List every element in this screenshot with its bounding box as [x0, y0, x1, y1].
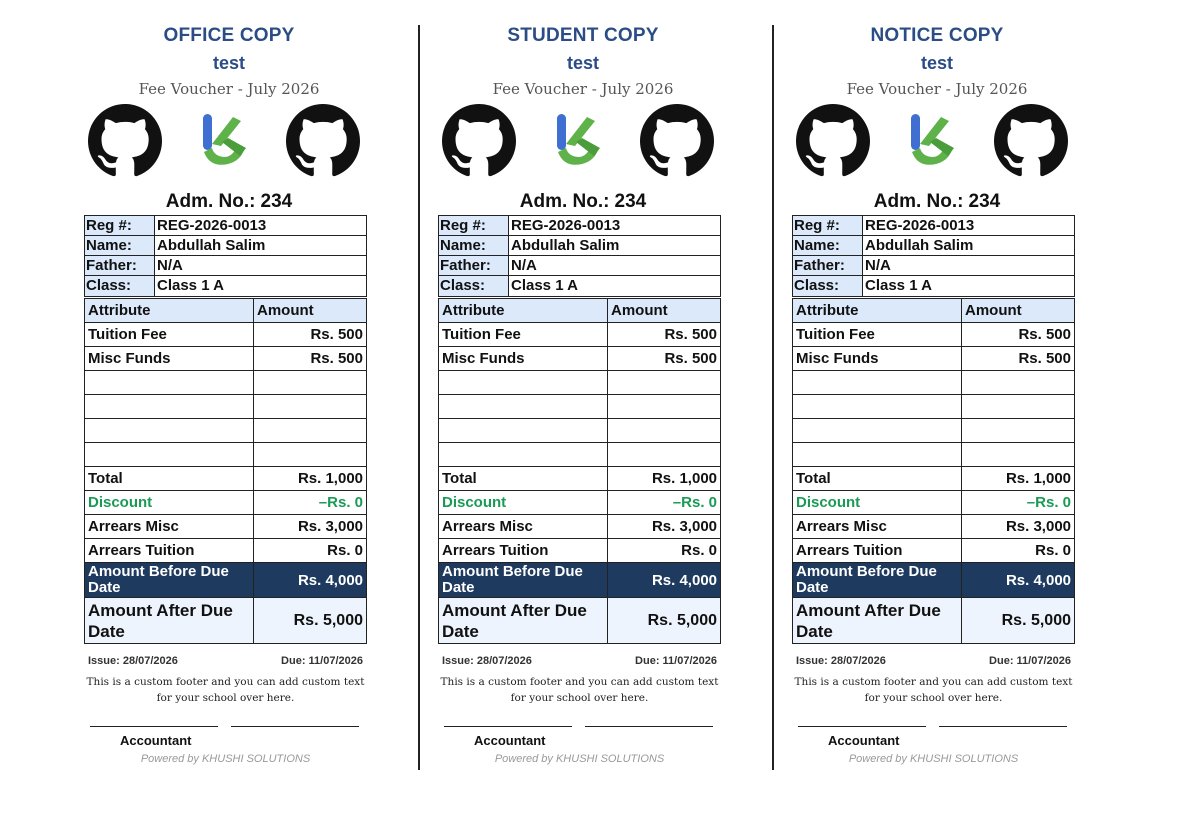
- name-label: Name:: [793, 236, 863, 255]
- arrears-misc-label: Arrears Misc: [439, 515, 608, 538]
- github-logo-icon: [88, 104, 162, 178]
- reg-value: REG-2026-0013: [157, 217, 267, 234]
- github-logo-icon: [286, 104, 360, 178]
- powered-by: Powered by KHUSHI SOLUTIONS: [140, 753, 311, 765]
- fee-row-empty: [793, 395, 1074, 419]
- arrears-misc-label: Arrears Misc: [85, 515, 254, 538]
- amount-before-due-row: [85, 563, 366, 598]
- admission-label: Adm. No.:: [519, 191, 610, 212]
- custom-footer-text: This is a custom footer and you can add custom text for your school over here.: [86, 676, 365, 704]
- fee-amount: [608, 371, 720, 394]
- fee-amount: Rs. 500: [664, 326, 717, 343]
- fee-table: [438, 298, 721, 644]
- amount-before-due-value: Rs. 4,000: [297, 571, 363, 589]
- fee-attribute: [85, 395, 254, 418]
- fee-table: [84, 298, 367, 644]
- fee-amount: [608, 395, 720, 418]
- copy-title: NOTICE COPY: [870, 25, 1004, 46]
- fee-attribute: Misc Funds: [793, 347, 962, 370]
- signature-line: [585, 726, 713, 727]
- arrears-tuition-row: [85, 539, 366, 563]
- admission-number: [84, 191, 374, 213]
- attribute-header: Attribute: [85, 299, 254, 322]
- admission-label: Adm. No.:: [165, 191, 256, 212]
- amount-before-due-row: [793, 563, 1074, 598]
- discount-value: –Rs. 0: [318, 494, 363, 511]
- amount-before-due-label: Amount Before Due Date: [793, 563, 962, 597]
- fee-row-empty: [439, 443, 720, 467]
- k-logo-icon: [554, 112, 604, 168]
- class-label: Class:: [85, 276, 155, 296]
- admission-label: Adm. No.:: [873, 191, 964, 212]
- class-row: [85, 276, 366, 296]
- father-label: Father:: [439, 256, 509, 275]
- reg-value: REG-2026-0013: [865, 217, 975, 234]
- fee-table-header: [793, 299, 1074, 323]
- fee-attribute: Tuition Fee: [793, 323, 962, 346]
- total-value: Rs. 1,000: [297, 470, 363, 487]
- school-name: test: [566, 53, 599, 73]
- discount-row: [793, 491, 1074, 515]
- voucher-title: Fee Voucher - July 2026: [138, 80, 320, 98]
- arrears-misc-value: Rs. 3,000: [297, 518, 363, 535]
- fee-table: [792, 298, 1075, 644]
- father-value: N/A: [865, 257, 891, 274]
- arrears-tuition-row: [439, 539, 720, 563]
- fee-attribute: [793, 395, 962, 418]
- fee-amount: [962, 371, 1074, 394]
- arrears-tuition-value: Rs. 0: [1035, 542, 1071, 559]
- class-value: Class 1 A: [865, 277, 932, 294]
- accountant-signature-label: Accountant: [474, 733, 546, 748]
- total-row: [85, 467, 366, 491]
- arrears-misc-row: [439, 515, 720, 539]
- fee-attribute: [439, 443, 608, 466]
- fee-amount: [254, 395, 366, 418]
- student-info-table: [792, 215, 1075, 297]
- arrears-tuition-label: Arrears Tuition: [85, 539, 254, 562]
- class-value: Class 1 A: [157, 277, 224, 294]
- student-info-table: [438, 215, 721, 297]
- fee-table-header: [85, 299, 366, 323]
- school-name: test: [212, 53, 245, 73]
- fee-attribute: [85, 443, 254, 466]
- amount-before-due-value: Rs. 4,000: [651, 571, 717, 589]
- fee-row-empty: [793, 443, 1074, 467]
- discount-row: [85, 491, 366, 515]
- fee-row: [439, 323, 720, 347]
- issue-date: Issue: 28/07/2026: [796, 655, 886, 667]
- fee-row-empty: [793, 419, 1074, 443]
- k-logo-icon: [200, 112, 250, 168]
- fee-amount: Rs. 500: [310, 350, 363, 367]
- fee-amount: Rs. 500: [664, 350, 717, 367]
- arrears-misc-row: [793, 515, 1074, 539]
- discount-value: –Rs. 0: [672, 494, 717, 511]
- fee-row-empty: [85, 419, 366, 443]
- total-value: Rs. 1,000: [651, 470, 717, 487]
- name-label: Name:: [85, 236, 155, 255]
- fee-attribute: Misc Funds: [85, 347, 254, 370]
- total-label: Total: [439, 467, 608, 490]
- arrears-tuition-label: Arrears Tuition: [793, 539, 962, 562]
- admission-value: 234: [968, 191, 1001, 212]
- issue-date: Issue: 28/07/2026: [88, 655, 178, 667]
- fee-row-empty: [439, 419, 720, 443]
- father-label: Father:: [793, 256, 863, 275]
- signature-line: [939, 726, 1067, 727]
- k-logo-icon: [908, 112, 958, 168]
- signature-line: [798, 726, 926, 727]
- github-logo-icon: [640, 104, 714, 178]
- fee-amount: [254, 419, 366, 442]
- discount-label: Discount: [793, 491, 962, 514]
- issue-date: Issue: 28/07/2026: [442, 655, 532, 667]
- discount-label: Discount: [439, 491, 608, 514]
- copy-title: STUDENT COPY: [507, 25, 659, 46]
- fee-attribute: [439, 371, 608, 394]
- fee-row: [439, 347, 720, 371]
- signature-line: [444, 726, 572, 727]
- reg-row: [793, 216, 1074, 236]
- class-label: Class:: [793, 276, 863, 296]
- father-value: N/A: [157, 257, 183, 274]
- due-date: Due: 11/07/2026: [635, 655, 717, 667]
- total-row: [793, 467, 1074, 491]
- voucher-dates: [796, 655, 1071, 667]
- admission-value: 234: [260, 191, 293, 212]
- name-label: Name:: [439, 236, 509, 255]
- arrears-misc-value: Rs. 3,000: [1005, 518, 1071, 535]
- fee-row: [85, 323, 366, 347]
- arrears-tuition-row: [793, 539, 1074, 563]
- fee-row: [85, 347, 366, 371]
- amount-after-due-row: [439, 598, 720, 643]
- amount-after-due-label: Amount After Due Date: [439, 598, 608, 643]
- fee-amount: [254, 371, 366, 394]
- fee-amount: Rs. 500: [1018, 350, 1071, 367]
- name-value: Abdullah Salim: [865, 237, 974, 254]
- discount-row: [439, 491, 720, 515]
- name-row: [793, 236, 1074, 256]
- amount-header: Amount: [965, 302, 1022, 319]
- github-logo-icon: [994, 104, 1068, 178]
- arrears-misc-row: [85, 515, 366, 539]
- discount-label: Discount: [85, 491, 254, 514]
- name-row: [85, 236, 366, 256]
- reg-label: Reg #:: [439, 216, 509, 235]
- custom-footer-text: This is a custom footer and you can add custom text for your school over here.: [440, 676, 719, 704]
- admission-value: 234: [614, 191, 647, 212]
- fee-amount: [962, 443, 1074, 466]
- voucher-title: Fee Voucher - July 2026: [846, 80, 1028, 98]
- fee-attribute: [793, 443, 962, 466]
- accountant-signature-label: Accountant: [120, 733, 192, 748]
- fee-attribute: [793, 419, 962, 442]
- fee-row-empty: [85, 395, 366, 419]
- amount-after-due-row: [85, 598, 366, 643]
- total-value: Rs. 1,000: [1005, 470, 1071, 487]
- powered-by: Powered by KHUSHI SOLUTIONS: [494, 753, 665, 765]
- amount-after-due-value: Rs. 5,000: [647, 611, 717, 629]
- amount-before-due-label: Amount Before Due Date: [85, 563, 254, 597]
- attribute-header: Attribute: [439, 299, 608, 322]
- copy-title: OFFICE COPY: [163, 25, 295, 46]
- school-name: test: [920, 53, 953, 73]
- custom-footer-text: This is a custom footer and you can add custom text for your school over here.: [794, 676, 1073, 704]
- amount-before-due-row: [439, 563, 720, 598]
- amount-after-due-label: Amount After Due Date: [793, 598, 962, 643]
- father-label: Father:: [85, 256, 155, 275]
- due-date: Due: 11/07/2026: [281, 655, 363, 667]
- due-date: Due: 11/07/2026: [989, 655, 1071, 667]
- voucher-title: Fee Voucher - July 2026: [492, 80, 674, 98]
- reg-label: Reg #:: [85, 216, 155, 235]
- name-value: Abdullah Salim: [511, 237, 620, 254]
- github-logo-icon: [442, 104, 516, 178]
- arrears-tuition-label: Arrears Tuition: [439, 539, 608, 562]
- fee-amount: [608, 419, 720, 442]
- total-label: Total: [793, 467, 962, 490]
- total-row: [439, 467, 720, 491]
- fee-row: [793, 323, 1074, 347]
- fee-amount: [608, 443, 720, 466]
- amount-before-due-value: Rs. 4,000: [1005, 571, 1071, 589]
- father-row: [793, 256, 1074, 276]
- fee-row-empty: [439, 371, 720, 395]
- logo-row: [438, 104, 728, 180]
- fee-attribute: [439, 419, 608, 442]
- amount-after-due-row: [793, 598, 1074, 643]
- powered-by: Powered by KHUSHI SOLUTIONS: [848, 753, 1019, 765]
- discount-value: –Rs. 0: [1026, 494, 1071, 511]
- arrears-misc-label: Arrears Misc: [793, 515, 962, 538]
- fee-amount: [962, 419, 1074, 442]
- father-row: [85, 256, 366, 276]
- fee-amount: [962, 395, 1074, 418]
- signature-line: [231, 726, 359, 727]
- fee-row-empty: [793, 371, 1074, 395]
- amount-after-due-label: Amount After Due Date: [85, 598, 254, 643]
- amount-after-due-value: Rs. 5,000: [1001, 611, 1071, 629]
- fee-row-empty: [85, 371, 366, 395]
- amount-before-due-label: Amount Before Due Date: [439, 563, 608, 597]
- class-row: [793, 276, 1074, 296]
- logo-row: [84, 104, 374, 180]
- class-row: [439, 276, 720, 296]
- logo-row: [792, 104, 1082, 180]
- reg-value: REG-2026-0013: [511, 217, 621, 234]
- fee-attribute: [439, 395, 608, 418]
- student-info-table: [84, 215, 367, 297]
- reg-row: [439, 216, 720, 236]
- admission-number: [792, 191, 1082, 213]
- fee-amount: Rs. 500: [310, 326, 363, 343]
- attribute-header: Attribute: [793, 299, 962, 322]
- reg-label: Reg #:: [793, 216, 863, 235]
- copy-divider: [418, 25, 420, 770]
- fee-amount: [254, 443, 366, 466]
- class-value: Class 1 A: [511, 277, 578, 294]
- fee-attribute: [793, 371, 962, 394]
- accountant-signature-label: Accountant: [828, 733, 900, 748]
- fee-attribute: [85, 371, 254, 394]
- name-row: [439, 236, 720, 256]
- fee-attribute: [85, 419, 254, 442]
- amount-header: Amount: [611, 302, 668, 319]
- fee-row: [793, 347, 1074, 371]
- github-logo-icon: [796, 104, 870, 178]
- fee-table-header: [439, 299, 720, 323]
- fee-row-empty: [439, 395, 720, 419]
- copy-divider: [772, 25, 774, 770]
- voucher-dates: [88, 655, 363, 667]
- arrears-tuition-value: Rs. 0: [327, 542, 363, 559]
- fee-attribute: Tuition Fee: [439, 323, 608, 346]
- father-row: [439, 256, 720, 276]
- name-value: Abdullah Salim: [157, 237, 266, 254]
- father-value: N/A: [511, 257, 537, 274]
- fee-attribute: Misc Funds: [439, 347, 608, 370]
- reg-row: [85, 216, 366, 236]
- fee-attribute: Tuition Fee: [85, 323, 254, 346]
- total-label: Total: [85, 467, 254, 490]
- admission-number: [438, 191, 728, 213]
- signature-line: [90, 726, 218, 727]
- fee-row-empty: [85, 443, 366, 467]
- class-label: Class:: [439, 276, 509, 296]
- fee-amount: Rs. 500: [1018, 326, 1071, 343]
- amount-header: Amount: [257, 302, 314, 319]
- voucher-dates: [442, 655, 717, 667]
- amount-after-due-value: Rs. 5,000: [293, 611, 363, 629]
- arrears-misc-value: Rs. 3,000: [651, 518, 717, 535]
- arrears-tuition-value: Rs. 0: [681, 542, 717, 559]
